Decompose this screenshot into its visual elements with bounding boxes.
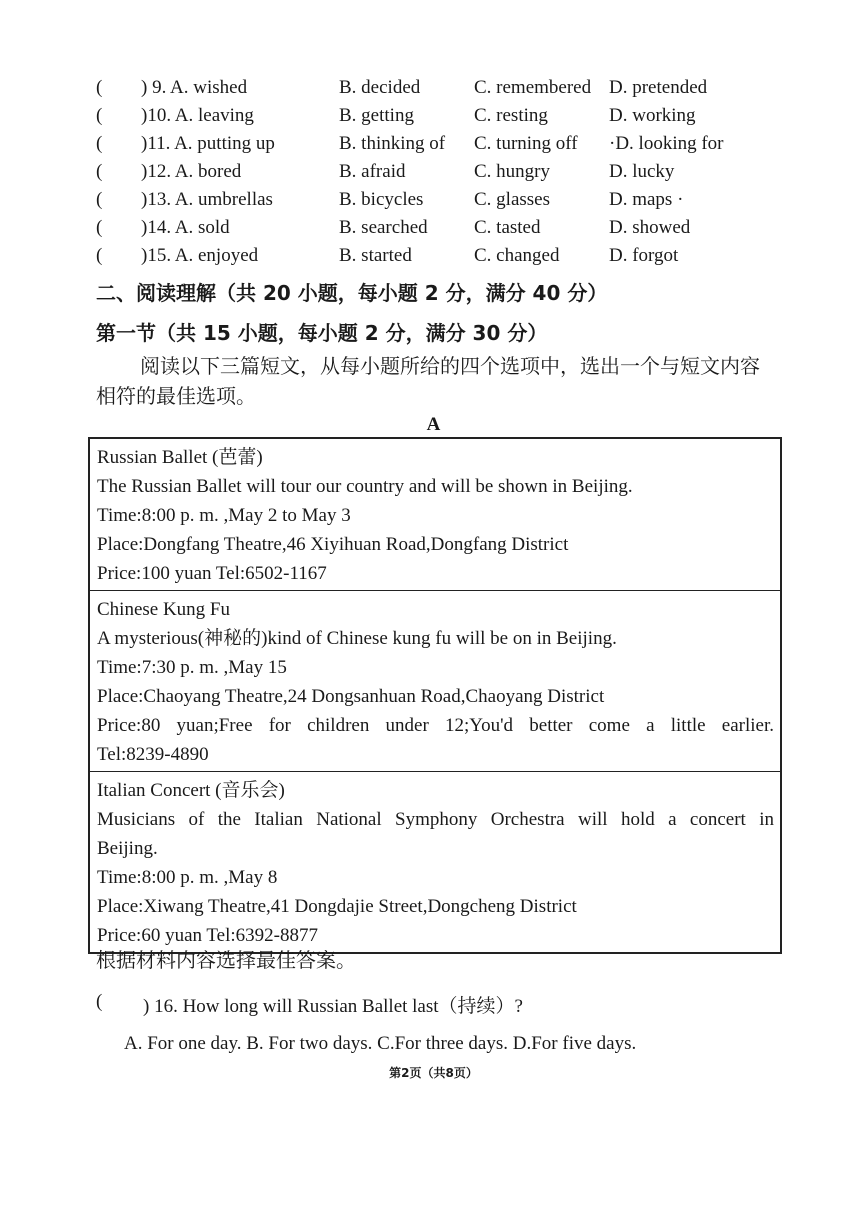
option-c: C. glasses xyxy=(474,189,550,210)
question-number-option-a: )11. A. putting up xyxy=(141,133,275,154)
answer-paren: ( xyxy=(96,217,103,238)
option-c: C. changed xyxy=(474,245,560,266)
option-c: C. hungry xyxy=(474,161,550,182)
answer-paren: ( xyxy=(96,105,103,126)
option-d: D. lucky xyxy=(609,161,675,182)
question-16-paren: ( xyxy=(96,991,103,1012)
option-b: B. getting xyxy=(339,105,414,126)
option-d: D. showed xyxy=(609,217,691,238)
choose-instruction: 根据材料内容选择最佳答案。 xyxy=(96,948,356,972)
event-title: Italian Concert (音乐会) xyxy=(97,780,285,801)
question-number-option-a: )15. A. enjoyed xyxy=(141,245,259,266)
question-16-options: A. For one day. B. For two days. C.For three days. D.For five days. xyxy=(124,1033,637,1054)
event-chinese-kung-fu xyxy=(90,591,780,772)
event-description-cont: Beijing. xyxy=(97,838,158,859)
passage-label: A xyxy=(426,414,441,435)
event-price: Price:80 yuan;Free for children under 12;You'd better come a little earlier. xyxy=(97,715,774,736)
event-italian-concert xyxy=(90,772,780,952)
option-c: C. turning off xyxy=(474,133,578,154)
event-price: Price:60 yuan Tel:6392-8877 xyxy=(97,925,319,946)
event-time: Time:7:30 p. m. ,May 15 xyxy=(97,657,287,678)
option-d: D. maps · xyxy=(609,189,684,210)
event-time: Time:8:00 p. m. ,May 2 to May 3 xyxy=(97,505,351,526)
option-b: B. thinking of xyxy=(339,133,446,154)
question-number-option-a: )10. A. leaving xyxy=(141,105,254,126)
option-b: B. decided xyxy=(339,77,421,98)
option-d: D. working xyxy=(609,105,696,126)
question-number-option-a: )14. A. sold xyxy=(141,217,230,238)
events-table xyxy=(88,437,782,954)
instructions-line-1: 阅读以下三篇短文，从每小题所给的四个选项中，选出一个与短文内容 xyxy=(140,354,760,378)
option-b: B. afraid xyxy=(339,161,406,182)
option-c: C. resting xyxy=(474,105,548,126)
event-time: Time:8:00 p. m. ,May 8 xyxy=(97,867,278,888)
answer-paren: ( xyxy=(96,161,103,182)
question-number-option-a: ) 9. A. wished xyxy=(141,77,248,98)
question-16-text: ) 16. How long will Russian Ballet last（持续）? xyxy=(143,996,523,1017)
section-2-title: 二、阅读理解（共 20 小题，每小题 2 分，满分 40 分） xyxy=(96,281,608,305)
option-b: B. searched xyxy=(339,217,428,238)
event-description: The Russian Ballet will tour our country and will be shown in Beijing. xyxy=(97,476,633,497)
option-b: B. started xyxy=(339,245,412,266)
page-footer: 第2页（共8页） xyxy=(389,1066,478,1080)
option-c: C. tasted xyxy=(474,217,541,238)
instructions-line-2: 相符的最佳选项。 xyxy=(96,384,256,408)
event-place: Place:Chaoyang Theatre,24 Dongsanhuan Road,Chaoyang District xyxy=(97,686,605,707)
question-number-option-a: )12. A. bored xyxy=(141,161,242,182)
event-title: Chinese Kung Fu xyxy=(97,599,230,620)
event-place: Place:Xiwang Theatre,41 Dongdajie Street,Dongcheng District xyxy=(97,896,577,917)
option-d: ·D. looking for xyxy=(609,133,724,154)
option-c: C. remembered xyxy=(474,77,592,98)
option-d: D. pretended xyxy=(609,77,708,98)
event-title: Russian Ballet (芭蕾) xyxy=(97,447,263,468)
option-b: B. bicycles xyxy=(339,189,424,210)
answer-paren: ( xyxy=(96,245,103,266)
event-description: A mysterious(神秘的)kind of Chinese kung fu will be on in Beijing. xyxy=(97,628,617,649)
question-number-option-a: )13. A. umbrellas xyxy=(141,189,273,210)
part-1-title: 第一节（共 15 小题，每小题 2 分，满分 30 分） xyxy=(96,321,548,345)
answer-paren: ( xyxy=(96,133,103,154)
answer-paren: ( xyxy=(96,189,103,210)
event-price: Price:100 yuan Tel:6502-1167 xyxy=(97,563,327,584)
event-tel: Tel:8239-4890 xyxy=(97,744,209,765)
event-russian-ballet xyxy=(90,439,780,591)
option-d: D. forgot xyxy=(609,245,679,266)
event-place: Place:Dongfang Theatre,46 Xiyihuan Road,Dongfang District xyxy=(97,534,569,555)
answer-paren: ( xyxy=(96,77,103,98)
event-description: Musicians of the Italian National Symphony Orchestra will hold a concert in xyxy=(97,809,774,830)
